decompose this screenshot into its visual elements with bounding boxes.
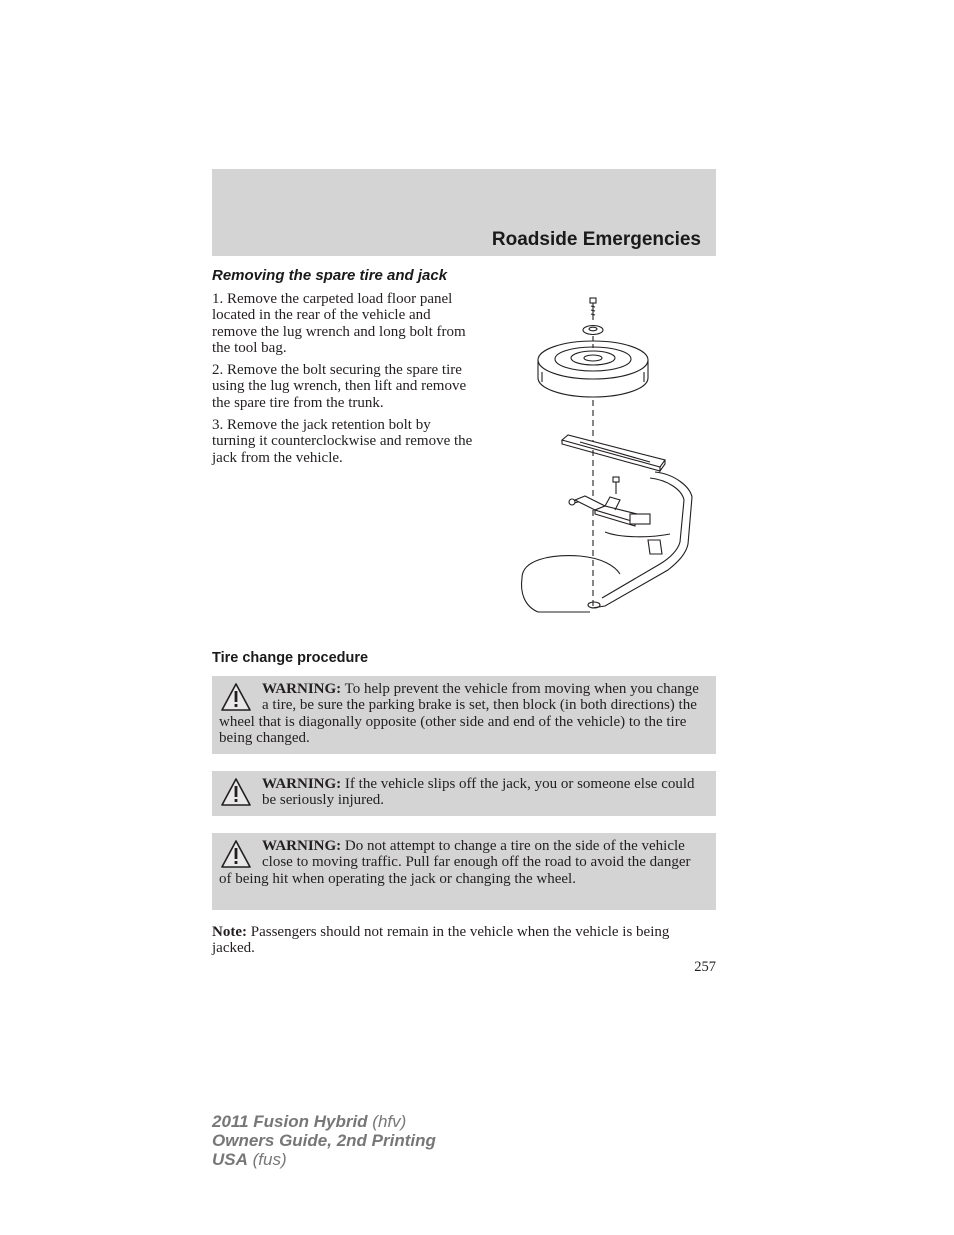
step-2: 2. Remove the bolt securing the spare tire using the lug wrench, then lift and remove the spare tire from the trunk. [212, 362, 467, 411]
section-title: Roadside Emergencies [491, 229, 701, 250]
spare-tire-jack-illustration [510, 292, 710, 617]
note-text: Passengers should not remain in the vehicle when the vehicle is being jacked. [212, 924, 670, 957]
spare-tire-steps [212, 291, 474, 472]
footer-line-2 [212, 1131, 436, 1150]
warning-label: WARNING: [262, 776, 342, 792]
step-1: 1. Remove the carpeted load floor panel located in the rear of the vehicle and remove the lug wrench and long bolt from the tool bag. [212, 291, 466, 356]
washer-icon [583, 326, 603, 335]
warning-text: Do not attempt to change a tire on the side of the vehicle close to moving traffic. Pull far enough off the road to avoid the danger of being hit when operating the jack or changing the wheel. [219, 838, 691, 887]
spare-tire-icon [538, 341, 648, 397]
jack-bolt-icon [613, 477, 619, 494]
warning-text: To help prevent the vehicle from moving when you change a tire, be sure the parking brake is set, then block (in both directions) the wheel that is diagonally opposite (other side and end of the vehicle) to the tire being changed. [219, 681, 699, 747]
section-header-bar [212, 169, 716, 256]
footer-market-code: (fus) [247, 1150, 287, 1169]
bolt-icon [590, 298, 596, 320]
document-footer [212, 1112, 436, 1169]
trunk-well-outline [522, 472, 692, 612]
warning-triangle-icon [220, 777, 252, 807]
passenger-note [212, 924, 716, 957]
footer-line-3 [212, 1150, 436, 1169]
warning-box-2 [212, 771, 716, 816]
footer-line-1 [212, 1112, 436, 1131]
footer-edition: Owners Guide, 2nd Printing [212, 1131, 436, 1150]
warning-triangle-icon [220, 839, 252, 869]
warning-label: WARNING: [262, 681, 342, 697]
warning-box-1 [212, 676, 716, 754]
subsection-heading-tire-change: Tire change procedure [212, 650, 369, 666]
footer-model: 2011 Fusion Hybrid [212, 1112, 368, 1131]
footer-market: USA [212, 1150, 248, 1169]
jack-icon [569, 496, 650, 526]
warning-text: If the vehicle slips off the jack, you or someone else could be seriously injured. [262, 776, 695, 809]
warning-triangle-icon [220, 682, 252, 712]
footer-model-code: (hfv) [367, 1112, 407, 1131]
note-label: Note: [212, 924, 247, 940]
subsection-heading-spare-tire: Removing the spare tire and jack [212, 267, 448, 284]
step-3: 3. Remove the jack retention bolt by turning it counterclockwise and remove the jack from the vehicle. [212, 417, 473, 466]
warning-box-3 [212, 833, 716, 910]
jack-plate-icon [562, 435, 665, 471]
page-number: 257 [694, 959, 716, 975]
warning-label: WARNING: [262, 838, 342, 854]
